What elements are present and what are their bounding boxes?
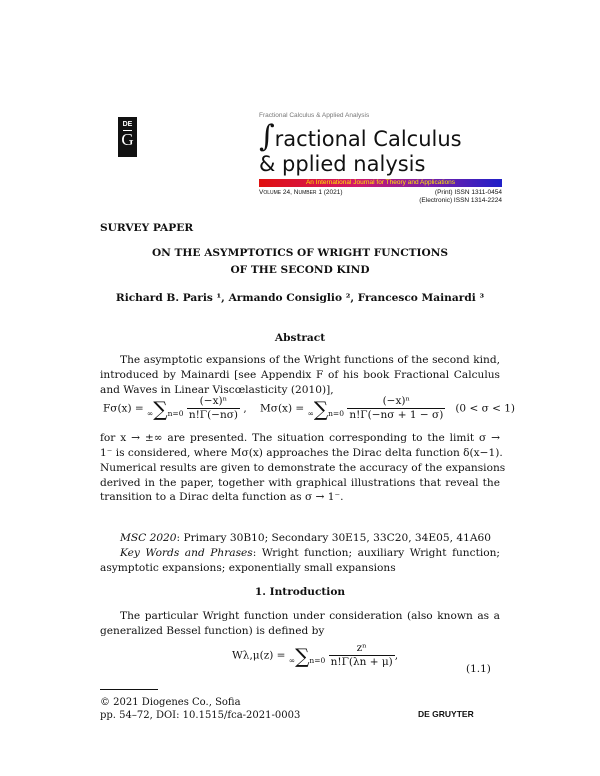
journal-title-line2: & pplied nalysis (259, 152, 426, 176)
abstract-equation: Fσ(x) = ∞∑n=0 $\frac{\text{(−x)ⁿ}}{n!\Gamma(-n\sigma)}$ , Mσ(x) = ∞∑n=0 $\frac{\text{(−x)ⁿ}}{n!\Gamma(-n\sigma + 1 - \sigma)}$ (0 < σ < 1) (103, 395, 515, 421)
paper-type: SURVEY PAPER (100, 222, 194, 234)
keywords: Key Words and Phrases: Wright function; auxiliary Wright function; (120, 547, 500, 559)
abstract-line: and Waves in Linear Viscœlasticity (2010)], (100, 384, 334, 396)
equation-number: (1.1) (466, 663, 491, 675)
journal-full-name: Fractional Calculus & Applied Analysis (259, 112, 370, 119)
footnote-rule (100, 689, 158, 690)
msc-classification: MSC 2020: Primary 30B10; Secondary 30E15, 33C20, 34E05, 41A60 (120, 532, 491, 544)
pages-doi: pp. 54–72, DOI: 10.1515/fca-2021-0003 (100, 710, 301, 721)
abstract-line: introduced by Mainardi [see Appendix F of his book Fractional Calculus (100, 369, 500, 381)
volume-info: Volume 24, Number 1 (2021) (259, 189, 343, 196)
abstract-line: Numerical results are given to demonstrate the accuracy of the expansions (100, 462, 506, 474)
abstract-heading: Abstract (274, 332, 326, 344)
intro-line: The particular Wright function under consideration (also known as a (120, 610, 500, 622)
keywords-cont: asymptotic expansions; exponentially small expansions (100, 562, 396, 574)
abstract-line: The asymptotic expansions of the Wright functions of the second kind, (120, 354, 500, 366)
issn-electronic: (Electronic) ISSN 1314-2224 (419, 197, 502, 204)
abstract-line: transition to a Dirac delta function as σ → 1⁻. (100, 491, 344, 503)
section-heading: 1. Introduction (254, 586, 346, 598)
paper-title-line1: ON THE ASYMPTOTICS OF WRIGHT FUNCTIONS (151, 247, 449, 259)
authors: Richard B. Paris ¹, Armando Consiglio ², Francesco Mainardi ³ (115, 292, 485, 304)
copyright: © 2021 Diogenes Co., Sofia (100, 697, 241, 708)
paper-title-line2: OF THE SECOND KIND (230, 264, 370, 276)
issn-print: (Print) ISSN 1311-0454 (434, 189, 502, 196)
journal-tagline-band: An International Journal for Theory and Applications (259, 179, 502, 187)
publisher-name: DE GRUYTER (418, 709, 474, 719)
equation-1-1: Wλ,μ(z) = ∞∑n=0 $\frac{\text{zⁿ}}{n!\Gamma(\lambda n + \mu)}$ , (232, 642, 399, 668)
abstract-line: 1⁻ is considered, where Mσ(x) approaches the Dirac delta function δ(x−1). (100, 447, 503, 459)
abstract-line: for x → ±∞ are presented. The situation corresponding to the limit σ → (100, 432, 500, 444)
abstract-line: derived in the paper, together with graphical illustrations that reveal the (100, 477, 500, 489)
intro-line: generalized Bessel function) is defined by (100, 625, 325, 637)
de-gruyter-logo: DE G (118, 117, 137, 157)
journal-title-line1: ∫ractional Calculus (259, 119, 462, 154)
